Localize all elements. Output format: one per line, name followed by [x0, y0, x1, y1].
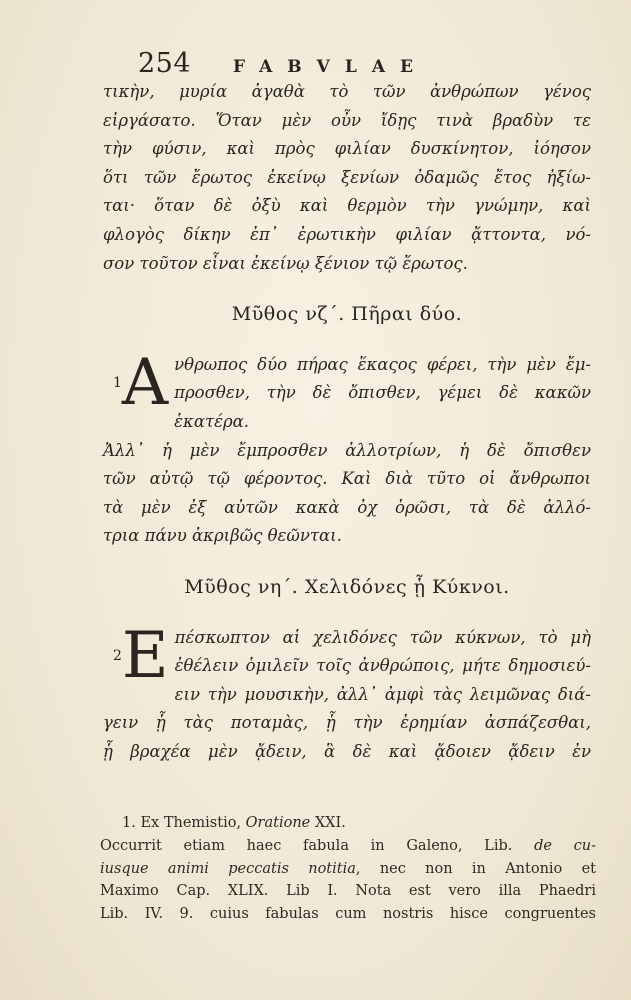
- drop-cap: [113, 618, 169, 693]
- footnote-line: Maximo Cap. XLIX. Lib I. Nota est vero illa Phaedri: [100, 883, 596, 900]
- text-line: φλογὸς δίκην ἐπ᾽ ἐρωτικὴν φιλίαν ᾄττοντα, νό-: [103, 224, 591, 244]
- drop-cap-letter: Α: [121, 345, 169, 420]
- footnote-line: Lib. IV. 9. cuius fabulas cum nostris hisce congruentes: [100, 906, 596, 923]
- text-line: ὅτι τῶν ἔρωτος ἐκείνῳ ξενίων ὀδαμῶς ἔτος ἠξίω-: [103, 167, 591, 187]
- footnote-text: de cu-: [534, 837, 597, 854]
- text-line: νθρωπος δύο πήρας ἕκαςος φέρει, τὴν μὲν ἔμ-: [174, 354, 591, 374]
- text-line: ἐθέλειν ὁμιλεῖν τοῖς ἀνθρώποις, μήτε δημοσιεύ-: [174, 656, 591, 676]
- footnote-marker: 1: [113, 374, 122, 391]
- text-line: σον τοῦτον εἶναι ἐκείνῳ ξένιον τῷ ἔρωτος.: [103, 253, 468, 273]
- footnote-line: [100, 812, 596, 835]
- footnote-source: Ex Themistio,: [140, 815, 242, 831]
- text-line: τῶν αὐτῷ τῷ φέροντος. Καὶ διὰ τῦτο οἱ ἄνθρωποι: [103, 469, 591, 489]
- fable-title: Μῦθος νζ΄. Πῆραι δύο.: [231, 303, 463, 326]
- fable-paragraph: [103, 345, 591, 551]
- text-line: ειν τὴν μουσικὴν, ἀλλ᾽ ἀμφὶ τὰς λειμῶνας διά-: [174, 684, 591, 704]
- running-head: FABVLAE: [233, 57, 428, 77]
- footnote-ref: XXI.: [314, 815, 346, 831]
- footnote-text: , nec non in Antonio et: [355, 860, 596, 877]
- footnote-line: [100, 858, 596, 881]
- footnote-text: Occurrit etiam haec fabula in Galeno, Lib.: [100, 837, 513, 854]
- text-line: εἰργάσατο. Ὅταν μὲν οὖν ἴδῃς τινὰ βραδὺν τε: [103, 110, 591, 130]
- text-line: Ἀλλ᾽ ἡ μὲν ἔμπροσθεν ἀλλοτρίων, ἡ δὲ ὄπισθεν: [103, 440, 591, 460]
- text-line: τρια πάνυ ἀκριβῶς θεῶνται.: [103, 526, 342, 546]
- main-text: [103, 78, 591, 766]
- text-line: πέσκωπτον αἱ χελιδόνες τῶν κύκνων, τὸ μὴ: [174, 627, 591, 647]
- drop-cap-letter: Ε: [121, 618, 169, 693]
- footnote-line: [100, 835, 596, 858]
- footnote-number: 1.: [122, 815, 136, 831]
- text-line: γειν ᾗ τὰς ποταμὰς, ᾗ τὴν ἐρημίαν ἀσπάζεσθαι,: [103, 713, 591, 733]
- page-header: [138, 48, 468, 79]
- drop-cap: [113, 345, 169, 420]
- text-line: ται· ὅταν δὲ ὀξὺ καὶ θερμὸν τὴν γνώμην, καὶ: [103, 196, 591, 216]
- footnote-work: Oratione: [245, 815, 311, 831]
- text-line: ᾗ βραχέα μὲν ᾄδειν, ἃ δὲ καὶ ᾄδοιεν ᾄδειν ἐν: [103, 741, 591, 761]
- fable-title: Μῦθος νη΄. Χελιδόνες ᾗ Κύκνοι.: [184, 575, 510, 598]
- page-number: 254: [138, 48, 192, 79]
- text-line: τὴν φύσιν, καὶ πρὸς φιλίαν δυσκίνητον, ἰόησον: [103, 139, 591, 159]
- footnote-marker: 2: [113, 647, 122, 664]
- text-line: τὰ μὲν ἐξ αὐτῶν κακὰ ὀχ ὁρῶσι, τὰ δὲ ἀλλό-: [103, 497, 591, 517]
- footnote-text: iusque animi peccatis notitia: [100, 860, 356, 877]
- text-line: προσθεν, τὴν δὲ ὄπισθεν, γέμει δὲ κακῶν ἑκατέρα.: [174, 383, 591, 431]
- text-line: τικὴν, μυρία ἀγαθὰ τὸ τῶν ἀνθρώπων γένος: [103, 82, 591, 101]
- fable-paragraph: [103, 618, 591, 767]
- footnotes: [100, 812, 596, 926]
